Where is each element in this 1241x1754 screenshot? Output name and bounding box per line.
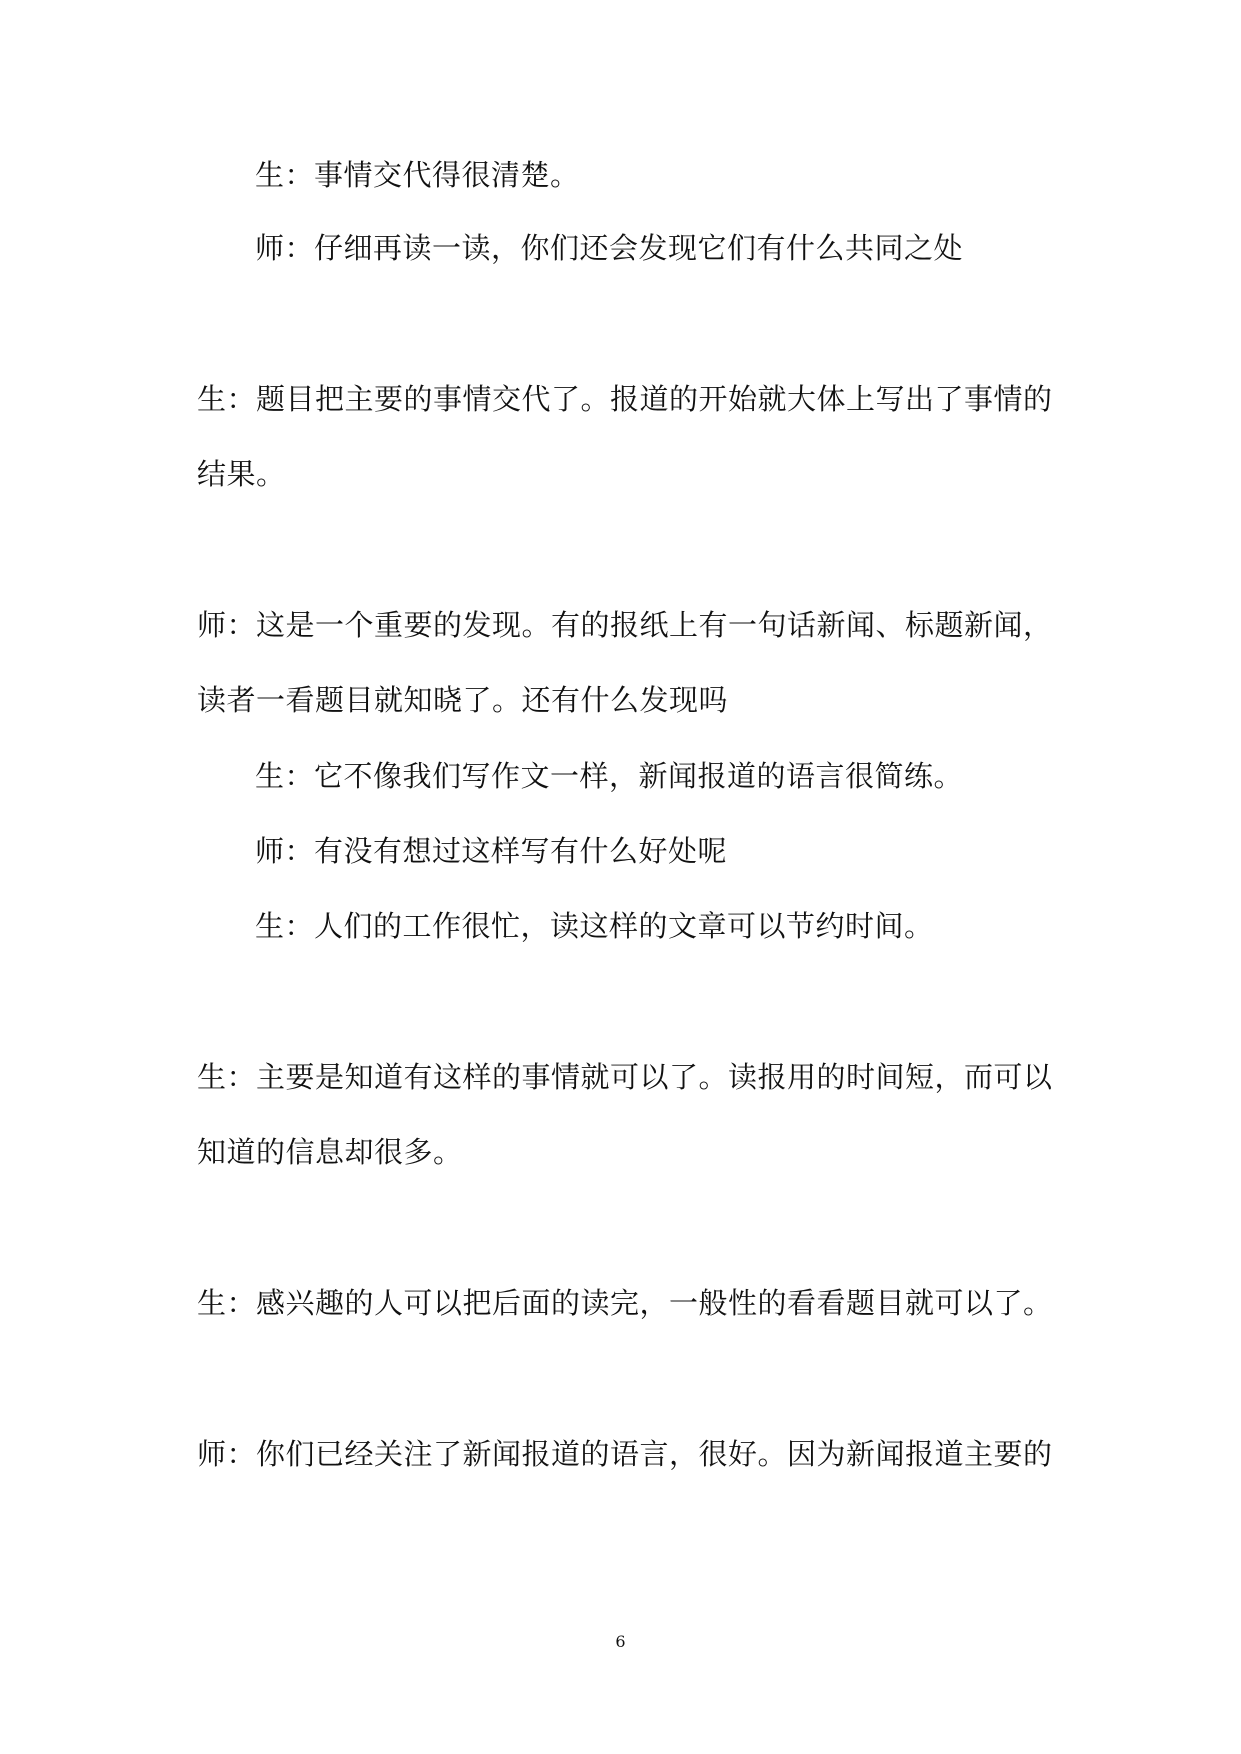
dialogue-line: 师：有没有想过这样写有什么好处呢 [255,834,728,868]
dialogue-line: 生：感兴趣的人可以把后面的读完，一般性的看看题目就可以了。 [197,1286,1053,1320]
dialogue-line: 生：它不像我们写作文一样，新闻报道的语言很简练。 [255,759,964,793]
dialogue-line: 师：仔细再读一读，你们还会发现它们有什么共同之处 [255,231,964,265]
page-number: 6 [615,1632,626,1651]
dialogue-line: 生：主要是知道有这样的事情就可以了。读报用的时间短，而可以 [197,1060,1053,1094]
dialogue-line-continuation: 读者一看题目就知晓了。还有什么发现吗 [197,683,729,717]
dialogue-line: 师：这是一个重要的发现。有的报纸上有一句话新闻、标题新闻， [197,608,1053,642]
dialogue-line-continuation: 知道的信息却很多。 [197,1135,463,1169]
dialogue-line: 生：人们的工作很忙，读这样的文章可以节约时间。 [255,909,934,943]
dialogue-line: 生：题目把主要的事情交代了。报道的开始就大体上写出了事情的 [197,382,1053,416]
dialogue-line: 生：事情交代得很清楚。 [255,158,580,192]
dialogue-line: 师：你们已经关注了新闻报道的语言，很好。因为新闻报道主要的 [197,1437,1053,1471]
dialogue-line-continuation: 结果。 [197,457,286,491]
